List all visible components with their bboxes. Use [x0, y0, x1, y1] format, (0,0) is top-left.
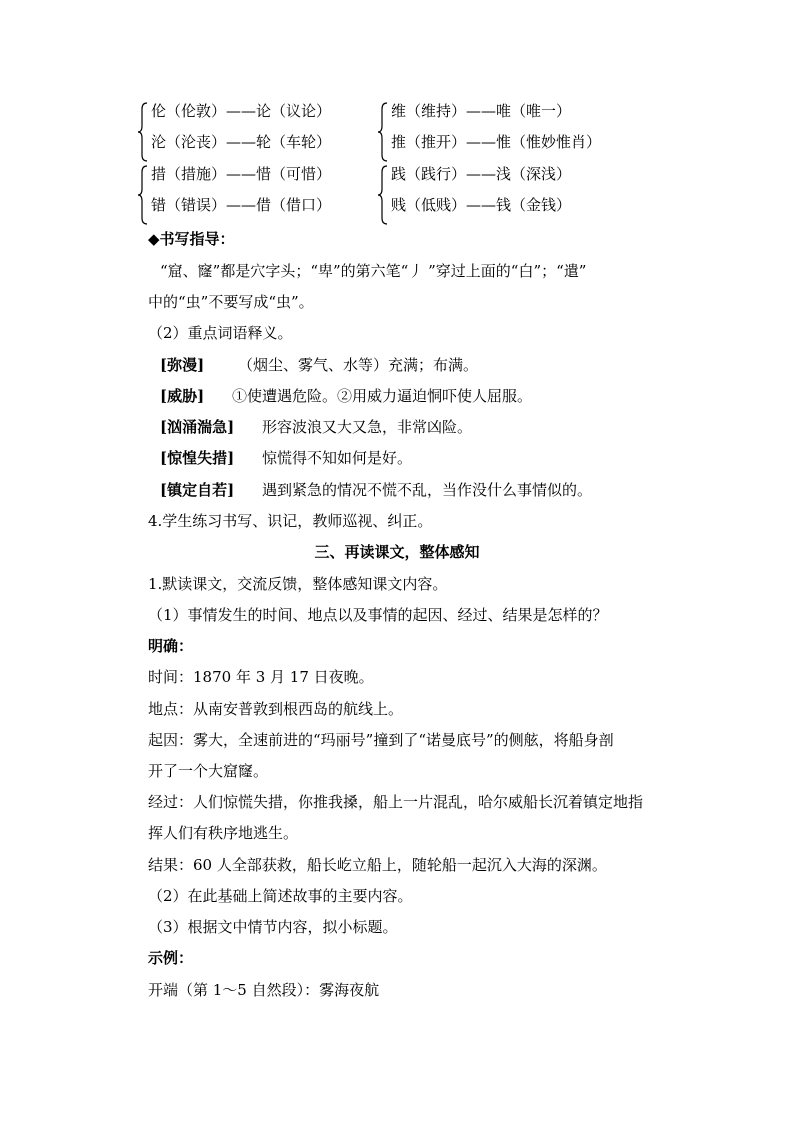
vocab-term: [惊惶失措]	[160, 449, 235, 467]
vocab-definition: 惊慌得不知如何是好。	[262, 449, 413, 467]
event-cause-line-1: 起因：雾大，全速前进的“玛丽号”撞到了“诺曼底号”的侧舷，将船身剖	[148, 731, 614, 749]
char-pair-line: 沦（沦丧）——轮（车轮）	[151, 133, 332, 151]
section-title: 三、再读课文，整体感知	[314, 543, 480, 561]
vocab-item	[160, 417, 472, 437]
vocab-term: [威胁]	[160, 387, 205, 405]
left-brace-icon	[137, 101, 149, 163]
event-process-line-2: 挥人们有秩序地逃生。	[148, 824, 299, 842]
vocab-term: [弥漫]	[160, 356, 205, 374]
vocab-term: [汹涌湍急]	[160, 418, 235, 436]
vocab-item	[160, 448, 412, 468]
event-process-line-1: 经过：人们惊慌失措，你推我搡，船上一片混乱，哈尔威船长沉着镇定地指	[148, 793, 644, 811]
vocab-term: [镇定自若]	[160, 481, 235, 499]
char-pair-line: 错（错误）——借（借口）	[151, 196, 332, 214]
event-time: 时间：1870 年 3 月 17 日夜晚。	[148, 668, 374, 686]
left-brace-icon	[377, 164, 389, 226]
writing-guide-heading: ◆书写指导：	[148, 230, 235, 248]
char-pair-line: 维（维持）——唯（唯一）	[391, 102, 572, 120]
vocab-definition: （烟尘、雾气、水等）充满；布满。	[238, 356, 479, 374]
event-result: 结果：60 人全部获救，船长屹立船上，随轮船一起沉入大海的深渊。	[148, 856, 607, 874]
vocab-item	[160, 386, 532, 406]
step-4: 4.学生练习书写、识记，教师巡视、纠正。	[148, 512, 433, 530]
vocab-item	[160, 480, 592, 500]
question-1: （1）事情发生的时间、地点以及事情的起因、经过、结果是怎样的？	[148, 606, 608, 624]
question-3: （3）根据文中情节内容，拟小标题。	[148, 918, 398, 936]
char-pair-line: 贱（低贱）——钱（金钱）	[391, 196, 572, 214]
example-opening: 开端（第 1～5 自然段）：雾海夜航	[148, 981, 380, 999]
left-brace-icon	[137, 164, 149, 226]
left-brace-icon	[377, 101, 389, 163]
question-2: （2）在此基础上简述故事的主要内容。	[148, 887, 413, 905]
char-pair-line: 推（推开）——惟（惟妙惟肖）	[391, 133, 602, 151]
event-place: 地点：从南安普敦到根西岛的航线上。	[148, 700, 404, 718]
example-label: 示例：	[148, 949, 194, 967]
char-pair-line: 措（措施）——惜（可惜）	[151, 165, 332, 183]
section-item-1: 1.默读课文，交流反馈，整体感知课文内容。	[148, 575, 448, 593]
char-pair-line: 践（践行）——浅（深浅）	[391, 165, 572, 183]
clarify-label: 明确：	[148, 637, 194, 655]
vocab-heading: （2）重点词语释义。	[148, 324, 293, 342]
writing-guide-line-1: “窟、窿”都是穴字头；“卑”的第六笔“丿 ”穿过上面的“白”；“遣”	[160, 262, 587, 280]
vocab-definition: ①使遭遇危险。②用威力逼迫恫吓使人屈服。	[232, 387, 533, 405]
event-cause-line-2: 开了一个大窟窿。	[148, 762, 269, 780]
char-pair-line: 伦（伦敦）——论（议论）	[151, 102, 332, 120]
vocab-definition: 形容波浪又大又急，非常凶险。	[262, 418, 473, 436]
writing-guide-line-2: 中的“⾍”不要写成“虫”。	[148, 293, 314, 311]
vocab-item	[160, 355, 478, 375]
vocab-definition: 遇到紧急的情况不慌不乱，当作没什么事情似的。	[262, 481, 593, 499]
